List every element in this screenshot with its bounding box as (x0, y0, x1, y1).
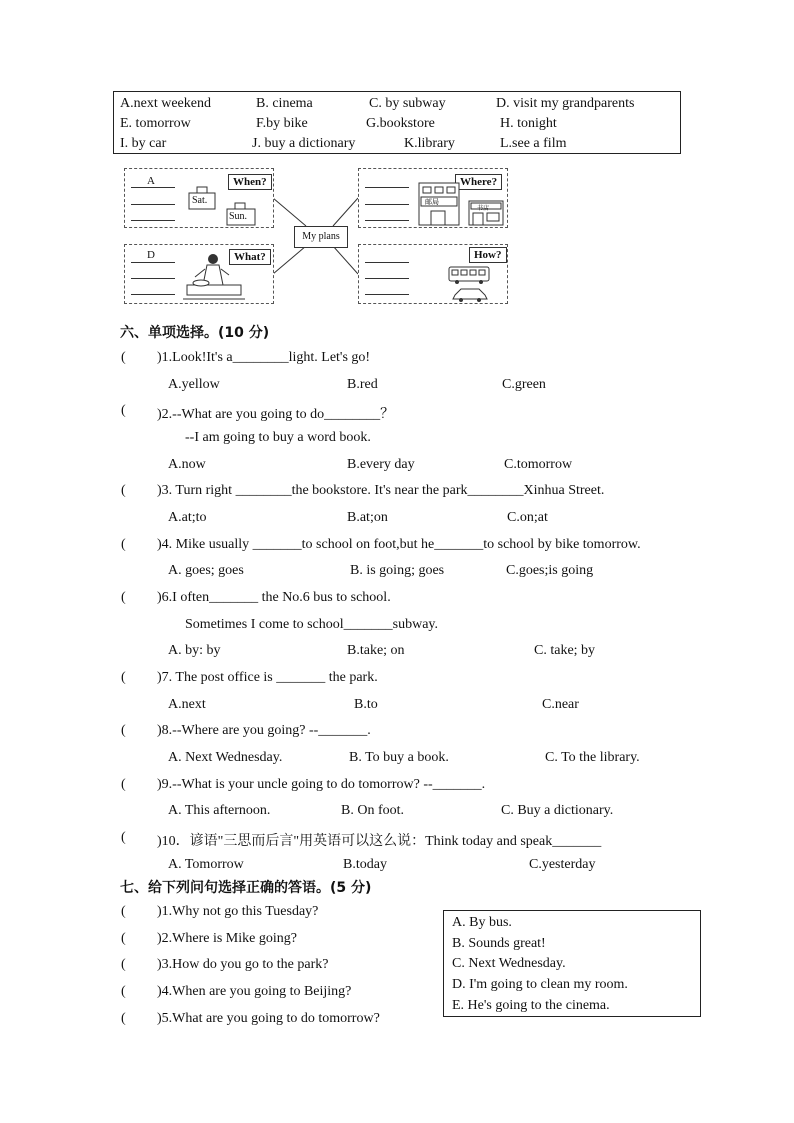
what-example-label: D (147, 249, 155, 261)
option-b[interactable]: B.every day (347, 457, 415, 472)
answer-paren[interactable]: ( (121, 957, 126, 972)
when-tag: When? (228, 174, 272, 190)
question-subtext: Sometimes I come to school_______subway. (185, 617, 439, 632)
word-bank-item: D. visit my grandparents (496, 96, 635, 111)
option-a[interactable]: A. by: by (168, 643, 221, 658)
where-tag: Where? (455, 174, 502, 190)
answer-choice: A. By bus. (452, 915, 512, 930)
plans-mindmap (121, 166, 509, 306)
option-a[interactable]: A.at;to (168, 510, 207, 525)
option-c[interactable]: C.yesterday (529, 857, 596, 872)
question-text: )1.Look!It's a________light. Let's go! (157, 350, 371, 365)
question-text: )6.I often_______ the No.6 bus to school. (157, 590, 391, 605)
answer-paren[interactable]: ( (121, 483, 126, 498)
word-bank-item: E. tomorrow (120, 116, 191, 131)
answer-paren[interactable]: ( (121, 537, 126, 552)
option-c[interactable]: C.on;at (507, 510, 548, 525)
option-c[interactable]: C. take; by (534, 643, 596, 658)
sunday-label: Sun. (229, 211, 248, 222)
answer-blank[interactable] (365, 204, 409, 205)
question-text: )4.When are you going to Beijing? (157, 984, 352, 999)
option-b[interactable]: B.today (343, 857, 387, 872)
answer-blank[interactable] (131, 294, 175, 295)
option-b[interactable]: B. To buy a book. (349, 750, 449, 765)
word-bank-item: J. buy a dictionary (252, 136, 356, 151)
option-a[interactable]: A.now (168, 457, 206, 472)
word-bank-item: G.bookstore (366, 116, 435, 131)
question-text: )2.--What are you going to do________？ (157, 407, 395, 422)
option-a[interactable]: A. goes; goes (168, 563, 244, 578)
option-a[interactable]: A.yellow (168, 377, 220, 392)
answer-blank[interactable] (365, 187, 409, 188)
question-text: )5.What are you going to do tomorrow? (157, 1011, 380, 1026)
how-tag: How? (469, 247, 507, 263)
question-subtext: --I am going to buy a word book. (185, 430, 371, 445)
option-c[interactable]: C.green (502, 377, 546, 392)
option-c[interactable]: C.goes;is going (506, 563, 594, 578)
word-bank-item: B. cinema (256, 96, 313, 111)
question-text: )3. Turn right ________the bookstore. It's near the park________Xinhua Street. (157, 483, 605, 498)
where-panel (358, 168, 508, 228)
option-b[interactable]: B. is going; goes (350, 563, 445, 578)
answer-choices-box (443, 910, 701, 1017)
option-b[interactable]: B.to (354, 697, 378, 712)
saturday-label: Sat. (192, 195, 208, 206)
what-tag: What? (229, 249, 271, 265)
my-plans-center: My plans (294, 226, 348, 248)
when-panel (124, 168, 274, 228)
question-text: )8.--Where are you going? --_______. (157, 723, 371, 738)
post-office-sign: 邮局 (425, 198, 439, 206)
answer-paren[interactable]: ( (121, 590, 126, 605)
option-b[interactable]: B.take; on (347, 643, 405, 658)
option-c[interactable]: C.tomorrow (504, 457, 573, 472)
bus-and-car-icon (445, 265, 507, 303)
word-bank-item: L.see a film (500, 136, 567, 151)
word-bank-item: I. by car (120, 136, 167, 151)
option-c[interactable]: C. To the library. (545, 750, 640, 765)
option-b[interactable]: B.red (347, 377, 378, 392)
answer-blank[interactable] (131, 278, 175, 279)
how-panel (358, 244, 508, 304)
option-b[interactable]: B. On foot. (341, 803, 404, 818)
answer-blank[interactable] (365, 262, 409, 263)
answer-blank[interactable] (131, 187, 175, 188)
option-c[interactable]: C. Buy a dictionary. (501, 803, 614, 818)
answer-paren[interactable]: ( (121, 931, 126, 946)
question-text: )10．谚语"三思而后言"用英语可以这么说：Think today and speak_______ (157, 834, 602, 849)
word-bank-item: C. by subway (369, 96, 446, 111)
answer-paren[interactable]: ( (121, 670, 126, 685)
question-text: )1.Why not go this Tuesday? (157, 904, 319, 919)
answer-paren[interactable]: ( (121, 830, 126, 845)
answer-choice: E. He's going to the cinema. (452, 998, 610, 1013)
section-6-title: 六、单项选择。(10 分) (120, 325, 270, 341)
word-bank-box (113, 91, 681, 154)
option-a[interactable]: A. Tomorrow (168, 857, 244, 872)
answer-paren[interactable]: ( (121, 403, 126, 418)
question-text: )4. Mike usually _______to school on foot,but he_______to school by bike tomorrow. (157, 537, 641, 552)
answer-paren[interactable]: ( (121, 1011, 126, 1026)
section-7-title: 七、给下列问句选择正确的答语。(5 分) (120, 880, 372, 896)
answer-paren[interactable]: ( (121, 984, 126, 999)
answer-blank[interactable] (131, 204, 175, 205)
answer-choice: C. Next Wednesday. (452, 956, 566, 971)
answer-paren[interactable]: ( (121, 350, 126, 365)
answer-blank[interactable] (365, 220, 409, 221)
what-panel (124, 244, 274, 304)
answer-blank[interactable] (131, 262, 175, 263)
option-a[interactable]: A. This afternoon. (168, 803, 271, 818)
answer-blank[interactable] (131, 220, 175, 221)
bookstore-sign: 书店 (477, 205, 490, 212)
word-bank-item: A.next weekend (120, 96, 211, 111)
answer-paren[interactable]: ( (121, 777, 126, 792)
word-bank-item: F.by bike (256, 116, 308, 131)
answer-paren[interactable]: ( (121, 904, 126, 919)
option-c[interactable]: C.near (542, 697, 579, 712)
question-text: )2.Where is Mike going? (157, 931, 297, 946)
cooking-person-icon (183, 251, 245, 303)
option-b[interactable]: B.at;on (347, 510, 388, 525)
answer-blank[interactable] (365, 278, 409, 279)
question-text: )3.How do you go to the park? (157, 957, 329, 972)
question-text: )7. The post office is _______ the park. (157, 670, 378, 685)
word-bank-item: K.library (404, 136, 455, 151)
answer-choice: D. I'm going to clean my room. (452, 977, 628, 992)
word-bank-item: H. tonight (500, 116, 557, 131)
answer-choice: B. Sounds great! (452, 936, 546, 951)
option-a[interactable]: A. Next Wednesday. (168, 750, 283, 765)
question-text: )9.--What is your uncle going to do tomorrow? --_______. (157, 777, 486, 792)
answer-paren[interactable]: ( (121, 723, 126, 738)
option-a[interactable]: A.next (168, 697, 206, 712)
answer-blank[interactable] (365, 294, 409, 295)
when-example-label: A (147, 175, 155, 187)
